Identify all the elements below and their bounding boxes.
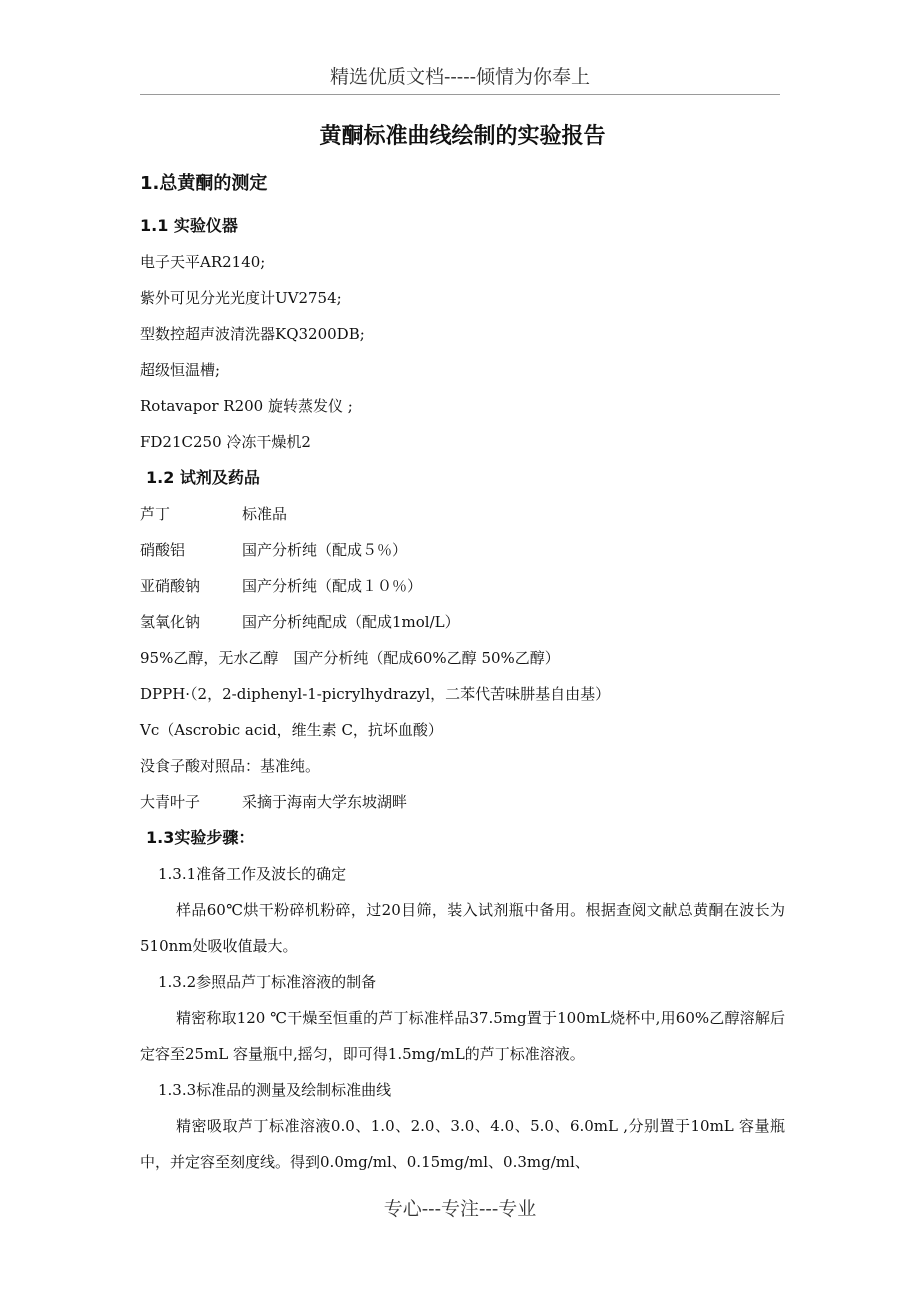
reagent-name: 氢氧化钠: [140, 613, 201, 631]
page-footer: 专心---专注---专业: [383, 1198, 537, 1220]
reagent-row: [140, 784, 785, 820]
instrument-item: 紫外可见分光光度计UV2754;: [140, 289, 342, 307]
page-title: 黄酮标准曲线绘制的实验报告: [319, 124, 606, 149]
step-heading: 1.3.3标准品的测量及绘制标准曲线: [158, 1081, 392, 1099]
reagent-desc: 国产分析纯（配成５％）: [242, 541, 408, 559]
reagent-desc: 国产分析纯（配成１０％）: [242, 577, 423, 595]
instrument-item: 电子天平AR2140;: [140, 253, 266, 271]
instrument-item: 型数控超声波清洗器KQ3200DB;: [140, 325, 365, 343]
instrument-item: 超级恒温槽;: [140, 361, 221, 379]
reagent-desc: 采摘于海南大学东坡湖畔: [242, 793, 408, 811]
step-heading: 1.3.2参照品芦丁标准溶液的制备: [158, 973, 377, 991]
reagent-row: [140, 568, 785, 604]
subsection-heading-reagents: 1.2 试剂及药品: [146, 468, 260, 487]
section-heading: 1.总黄酮的测定: [140, 173, 268, 194]
reagent-desc: 国产分析纯配成（配成1mol/L）: [242, 613, 460, 631]
reagent-desc: 标准品: [242, 505, 288, 523]
reagent-line: 没食子酸对照品：基准纯。: [140, 757, 321, 775]
reagent-line: Vc（Ascrobic acid，维生素 C，抗坏血酸）: [140, 721, 443, 739]
subsection-heading-instruments: 1.1 实验仪器: [140, 216, 238, 235]
step-paragraph: 精密吸取芦丁标准溶液0.0、1.0、2.0、3.0、4.0、5.0、6.0mL ,分别置于10mL 容量瓶中，并定容至刻度线。得到0.0mg/ml、0.15mg/ml、0.3mg/ml、: [140, 1117, 785, 1171]
reagent-name: 硝酸铝: [140, 541, 186, 559]
reagent-line: 95%乙醇，无水乙醇 国产分析纯（配成60%乙醇 50%乙醇）: [140, 649, 560, 667]
reagent-name: 亚硝酸钠: [140, 577, 201, 595]
reagent-name: 芦丁: [140, 505, 171, 523]
page-header: 精选优质文档-----倾情为你奉上: [140, 62, 780, 95]
reagent-row: [140, 532, 785, 568]
step-heading: 1.3.1准备工作及波长的确定: [158, 865, 347, 883]
subsection-heading-steps: 1.3实验步骤：: [146, 828, 255, 847]
step-paragraph: 精密称取120 ℃干燥至恒重的芦丁标准样品37.5mg置于100mL烧杯中,用60%乙醇溶解后定容至25mL 容量瓶中,摇匀，即可得1.5mg/mL的芦丁标准溶液。: [140, 1009, 785, 1063]
reagent-row: [140, 604, 785, 640]
document-body: [140, 118, 785, 1180]
instrument-item: Rotavapor R200 旋转蒸发仪 ;: [140, 397, 353, 415]
step-paragraph: 样品60℃烘干粉碎机粉碎，过20目筛，装入试剂瓶中备用。根据查阅文献总黄酮在波长为510nm处吸收值最大。: [140, 901, 785, 955]
reagent-line: DPPH·（2，2-diphenyl-1-picrylhydrazyl，二苯代苦味肼基自由基）: [140, 685, 611, 703]
instrument-item: FD21C250 冷冻干燥机2: [140, 433, 311, 451]
reagent-row: [140, 496, 785, 532]
reagent-name: 大青叶子: [140, 793, 201, 811]
